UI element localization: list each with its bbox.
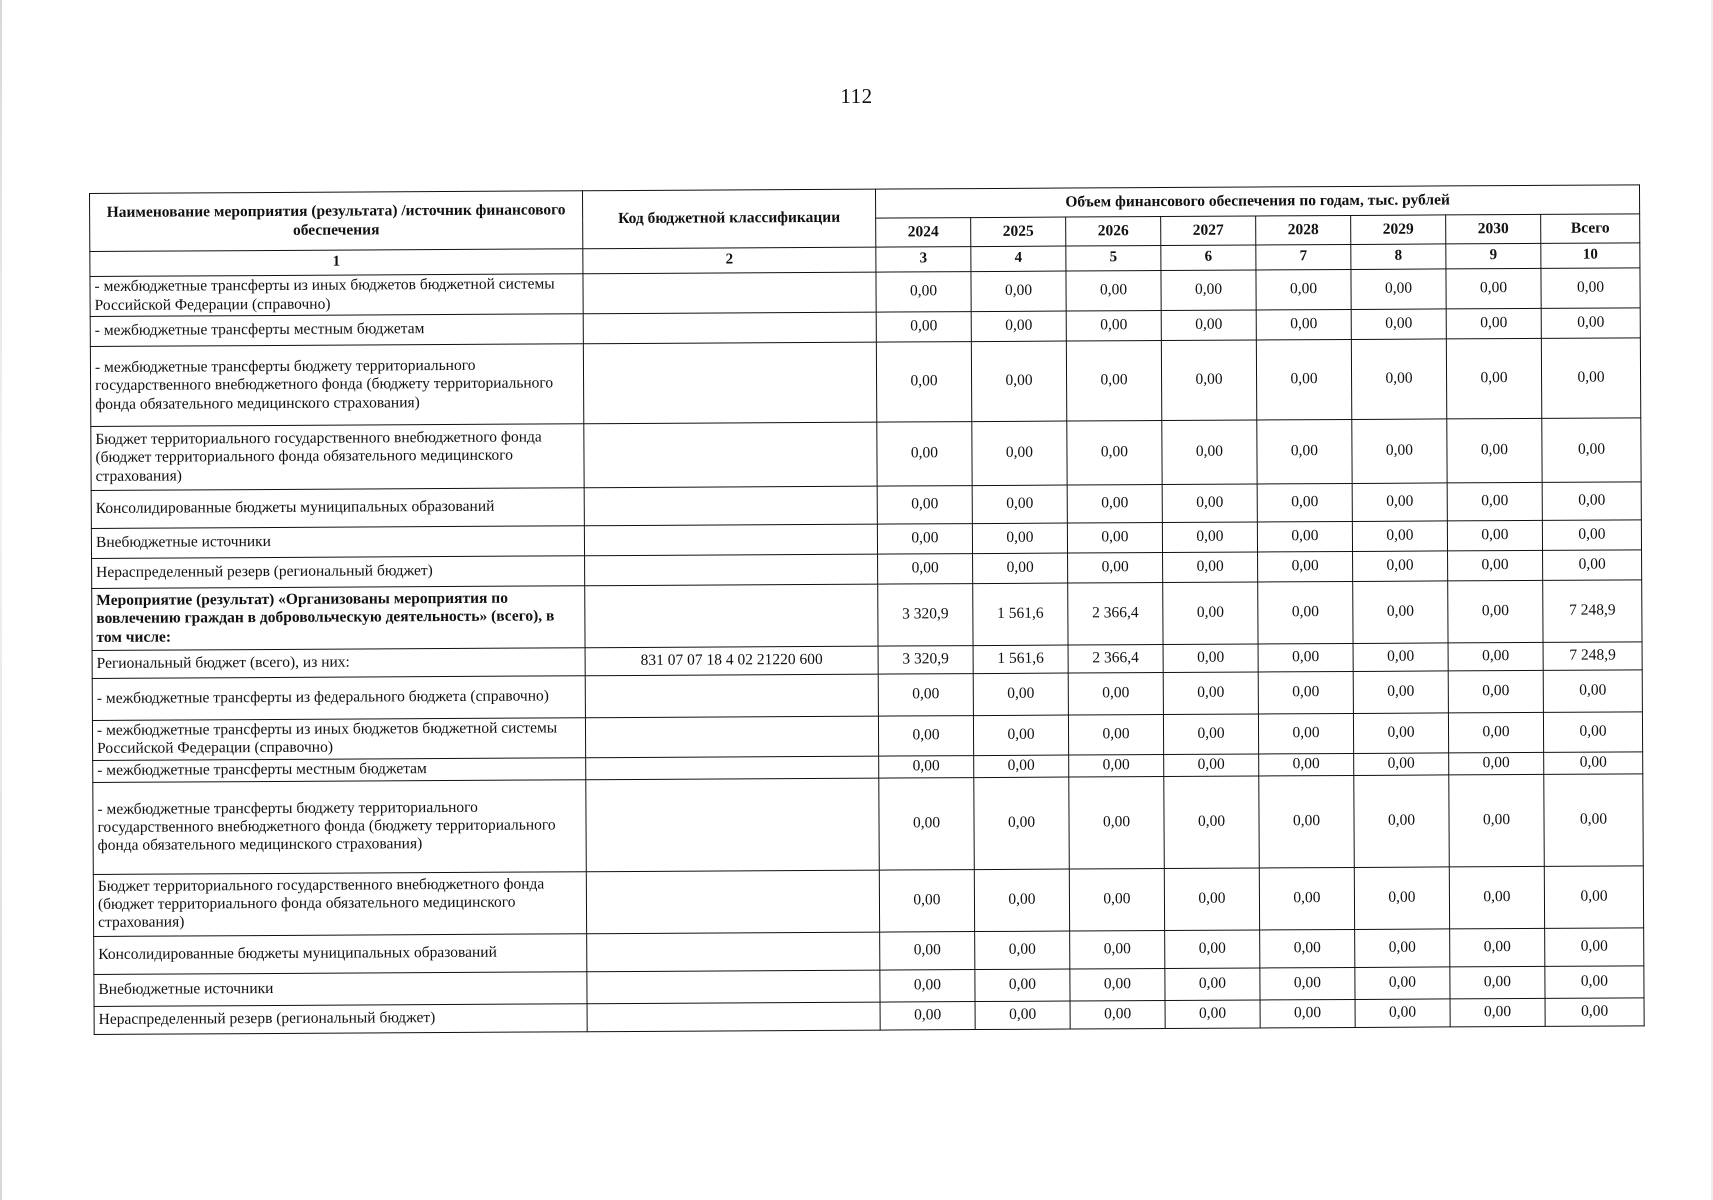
finance-table [89, 184, 1645, 1034]
row-name-cell: Мероприятие (результат) «Организованы мероприятия по вовлечению граждан в добровольческую деятельность» (всего), в том числе: [92, 586, 585, 651]
row-value-cell: 2 366,4 [1068, 645, 1163, 674]
row-total-cell: 0,00 [1543, 670, 1642, 713]
row-total-cell: 0,00 [1544, 751, 1643, 774]
row-value-cell: 0,00 [1448, 670, 1543, 713]
row-total-cell: 0,00 [1544, 865, 1643, 928]
row-value-cell: 0,00 [1355, 928, 1450, 967]
column-number: 1 [90, 249, 583, 277]
row-value-cell: 0,00 [1352, 521, 1447, 552]
row-value-cell: 0,00 [878, 716, 973, 756]
row-code-cell [584, 524, 877, 556]
row-value-cell: 0,00 [1258, 713, 1353, 753]
table-row [93, 773, 1644, 874]
row-value-cell: 0,00 [1161, 340, 1256, 421]
row-value-cell: 0,00 [1257, 419, 1352, 484]
row-name-cell: Бюджет территориального государственного внебюджетного фонда (бюджет территориального фонда обязательного медицинского страхования) [91, 424, 584, 491]
row-value-cell: 0,00 [1069, 868, 1164, 931]
row-value-cell: 0,00 [1161, 310, 1256, 341]
row-value-cell: 0,00 [1068, 673, 1163, 716]
row-total-cell: 7 248,9 [1543, 580, 1642, 643]
header-year: 2027 [1161, 216, 1256, 246]
header-year: 2030 [1446, 214, 1541, 244]
row-value-cell: 0,00 [971, 311, 1066, 342]
row-total-cell: 0,00 [1545, 997, 1644, 1026]
row-value-cell: 0,00 [1448, 642, 1543, 671]
column-number: 4 [971, 246, 1066, 272]
row-value-cell: 0,00 [1353, 671, 1448, 714]
row-value-cell: 0,00 [1068, 715, 1163, 755]
row-value-cell: 0,00 [1354, 866, 1449, 929]
row-value-cell: 0,00 [1257, 483, 1352, 522]
row-code-cell [585, 716, 878, 757]
header-code-column: Код бюджетной классификации [582, 189, 875, 249]
table-row [90, 338, 1641, 427]
row-value-cell: 0,00 [1353, 581, 1448, 644]
row-total-cell: 0,00 [1541, 338, 1641, 419]
row-value-cell: 0,00 [877, 422, 972, 487]
row-value-cell: 0,00 [975, 1001, 1070, 1030]
row-name-cell: Нераспределенный резерв (региональный бюджет) [94, 1003, 587, 1034]
row-total-cell: 0,00 [1545, 927, 1644, 966]
row-name-cell: - межбюджетные трансферты из иных бюджетов бюджетной системы Российской Федерации (справочно) [90, 274, 583, 317]
row-value-cell: 0,00 [1163, 552, 1258, 583]
row-value-cell: 0,00 [1352, 419, 1447, 484]
row-name-cell: - межбюджетные трансферты местным бюджетам [90, 314, 583, 347]
table-body [90, 268, 1644, 1034]
row-name-cell: - межбюджетные трансферты из федерального бюджета (справочно) [92, 676, 585, 721]
row-value-cell: 0,00 [973, 673, 1068, 716]
row-value-cell: 0,00 [1069, 754, 1164, 777]
row-code-cell [586, 756, 879, 780]
row-value-cell: 0,00 [1450, 928, 1545, 967]
row-value-cell: 0,00 [974, 755, 1069, 778]
header-year: 2025 [971, 217, 1066, 247]
row-value-cell: 0,00 [1449, 866, 1544, 929]
column-number: 10 [1541, 243, 1640, 269]
row-value-cell: 0,00 [1447, 520, 1542, 551]
row-total-cell: 0,00 [1543, 550, 1642, 581]
row-value-cell: 0,00 [1165, 1000, 1260, 1029]
row-total-cell: 0,00 [1542, 482, 1641, 521]
row-value-cell: 0,00 [1164, 776, 1260, 869]
row-code-cell [584, 422, 877, 488]
row-value-cell: 0,00 [1260, 967, 1355, 1000]
row-value-cell: 3 320,9 [878, 584, 973, 647]
row-value-cell: 0,00 [972, 421, 1067, 486]
column-number: 9 [1446, 243, 1541, 269]
scan-edge-left [0, 0, 2, 1200]
row-total-cell: 7 248,9 [1543, 642, 1642, 671]
row-total-cell: 0,00 [1542, 418, 1641, 483]
row-value-cell: 0,00 [1257, 521, 1352, 552]
row-value-cell: 0,00 [1447, 482, 1542, 521]
row-value-cell: 0,00 [1446, 338, 1541, 419]
row-value-cell: 0,00 [1066, 341, 1161, 422]
row-value-cell: 0,00 [1448, 580, 1543, 643]
row-value-cell: 0,00 [1163, 582, 1258, 645]
row-code-cell [584, 486, 877, 526]
row-value-cell: 0,00 [1353, 643, 1448, 672]
row-name-cell: Консолидированные бюджеты муниципальных образований [94, 933, 587, 974]
row-value-cell: 0,00 [1447, 418, 1542, 483]
row-value-cell: 0,00 [1165, 930, 1260, 969]
row-value-cell: 0,00 [1069, 776, 1165, 869]
row-value-cell: 0,00 [973, 715, 1068, 755]
row-value-cell: 0,00 [877, 486, 972, 525]
row-value-cell: 0,00 [880, 1001, 975, 1030]
row-name-cell: - межбюджетные трансферты из иных бюджетов бюджетной системы Российской Федерации (справочно) [92, 718, 585, 760]
row-value-cell: 0,00 [1164, 868, 1259, 931]
row-value-cell: 0,00 [975, 931, 1070, 970]
row-value-cell: 0,00 [1161, 270, 1256, 311]
row-value-cell: 0,00 [879, 869, 974, 932]
row-value-cell: 0,00 [971, 341, 1066, 422]
row-value-cell: 1 561,6 [973, 583, 1068, 646]
row-code-cell [585, 554, 878, 586]
row-value-cell: 0,00 [878, 554, 973, 585]
row-value-cell: 0,00 [973, 553, 1068, 584]
row-value-cell: 0,00 [1162, 522, 1257, 553]
row-name-cell: - межбюджетные трансферты бюджету территориального государственного внебюджетного фонда (бюджету территориального фонда обязательного медицинского страхования) [93, 779, 587, 874]
row-value-cell: 0,00 [1449, 774, 1545, 867]
table-row [91, 418, 1641, 491]
row-value-cell: 0,00 [1070, 1000, 1165, 1029]
row-value-cell: 0,00 [974, 777, 1070, 870]
row-value-cell: 0,00 [1354, 774, 1450, 867]
column-number: 8 [1351, 244, 1446, 270]
row-value-cell: 0,00 [1070, 930, 1165, 969]
row-value-cell: 0,00 [1450, 966, 1545, 999]
row-value-cell: 0,00 [877, 524, 972, 555]
row-value-cell: 0,00 [972, 485, 1067, 524]
column-number: 3 [876, 247, 971, 273]
row-value-cell: 0,00 [1351, 309, 1446, 340]
row-value-cell: 0,00 [1163, 644, 1258, 673]
row-value-cell: 0,00 [972, 523, 1067, 554]
row-code-cell [585, 584, 878, 648]
row-value-cell: 0,00 [1446, 308, 1541, 339]
row-value-cell: 0,00 [1354, 752, 1449, 775]
column-number: 5 [1066, 246, 1161, 272]
row-code-cell [586, 778, 880, 872]
row-total-cell: 0,00 [1541, 268, 1640, 309]
row-value-cell: 1 561,6 [973, 645, 1068, 674]
row-value-cell: 0,00 [1165, 968, 1260, 1001]
row-value-cell: 3 320,9 [878, 646, 973, 675]
row-value-cell: 0,00 [1446, 268, 1541, 309]
column-number: 2 [583, 247, 876, 274]
row-value-cell: 0,00 [1450, 998, 1545, 1027]
row-value-cell: 0,00 [1070, 968, 1165, 1001]
row-value-cell: 0,00 [1067, 485, 1162, 524]
header-year: 2028 [1256, 215, 1351, 245]
row-value-cell: 0,00 [876, 342, 971, 423]
row-value-cell: 0,00 [1258, 643, 1353, 672]
row-value-cell: 0,00 [876, 272, 971, 313]
row-total-cell: 0,00 [1543, 712, 1642, 752]
row-value-cell: 0,00 [1259, 867, 1354, 930]
row-code-cell [583, 312, 876, 344]
row-total-cell: 0,00 [1544, 773, 1644, 866]
row-value-cell: 0,00 [1258, 581, 1353, 644]
row-value-cell: 0,00 [1351, 269, 1446, 310]
row-value-cell: 0,00 [1256, 339, 1351, 420]
row-value-cell: 2 366,4 [1068, 583, 1163, 646]
row-value-cell: 0,00 [876, 312, 971, 343]
row-value-cell: 0,00 [1351, 339, 1446, 420]
finance-table-container [89, 184, 1644, 1034]
row-value-cell: 0,00 [1066, 271, 1161, 312]
row-name-cell: Консолидированные бюджеты муниципальных образований [91, 488, 584, 529]
row-value-cell: 0,00 [971, 271, 1066, 312]
row-name-cell: Региональный бюджет (всего), из них: [92, 648, 585, 679]
row-value-cell: 0,00 [1164, 754, 1259, 777]
row-value-cell: 0,00 [975, 969, 1070, 1002]
header-year: 2026 [1066, 217, 1161, 247]
row-value-cell: 0,00 [1066, 311, 1161, 342]
row-value-cell: 0,00 [1258, 671, 1353, 714]
row-value-cell: 0,00 [1163, 672, 1258, 715]
row-code-cell [585, 674, 878, 718]
row-value-cell: 0,00 [1162, 484, 1257, 523]
row-value-cell: 0,00 [1260, 999, 1355, 1028]
table-row [93, 865, 1643, 936]
header-total: Всего [1541, 214, 1640, 244]
row-value-cell: 0,00 [879, 777, 975, 870]
row-value-cell: 0,00 [1448, 550, 1543, 581]
row-value-cell: 0,00 [1355, 998, 1450, 1027]
row-total-cell: 0,00 [1542, 520, 1641, 551]
table-row [92, 580, 1642, 651]
row-total-cell: 0,00 [1541, 308, 1640, 339]
row-name-cell: Внебюджетные источники [91, 526, 584, 559]
row-value-cell: 0,00 [1448, 712, 1543, 752]
row-value-cell: 0,00 [1068, 553, 1163, 584]
row-value-cell: 0,00 [1260, 929, 1355, 968]
row-value-cell: 0,00 [1162, 420, 1257, 485]
row-code-cell [587, 970, 880, 1004]
header-name-column: Наименование мероприятия (результата) /источник финансового обеспечения [90, 191, 583, 252]
row-value-cell: 0,00 [1259, 753, 1354, 776]
header-funding-group: Объем финансового обеспечения по годам, тыс. рублей [875, 185, 1639, 218]
row-name-cell: - межбюджетные трансферты бюджету территориального государственного внебюджетного фонда (бюджету территориального фонда обязательного медицинского страхования) [90, 344, 583, 427]
row-code-cell [583, 342, 876, 424]
column-number: 6 [1161, 245, 1256, 271]
row-value-cell: 0,00 [878, 674, 973, 717]
row-value-cell: 0,00 [1449, 752, 1544, 775]
row-value-cell: 0,00 [1256, 309, 1351, 340]
page-number: 112 [840, 84, 873, 108]
row-value-cell: 0,00 [1067, 421, 1162, 486]
row-value-cell: 0,00 [1163, 714, 1258, 754]
row-value-cell: 0,00 [1355, 966, 1450, 999]
row-name-cell: Внебюджетные источники [94, 971, 587, 1006]
row-value-cell: 0,00 [1258, 551, 1353, 582]
row-value-cell: 0,00 [1259, 775, 1355, 868]
row-value-cell: 0,00 [880, 969, 975, 1002]
row-value-cell: 0,00 [879, 755, 974, 778]
row-value-cell: 0,00 [1353, 713, 1448, 753]
row-code-cell [583, 272, 876, 314]
row-value-cell: 0,00 [1256, 269, 1351, 310]
row-value-cell: 0,00 [1067, 523, 1162, 554]
row-name-cell: Бюджет территориального государственного внебюджетного фонда (бюджет территориального фонда обязательного медицинского страхования) [93, 871, 586, 936]
header-year: 2029 [1351, 215, 1446, 245]
header-year: 2024 [876, 218, 971, 248]
row-value-cell: 0,00 [1353, 551, 1448, 582]
row-name-cell: Нераспределенный резерв (региональный бюджет) [92, 556, 585, 589]
row-code-cell [587, 1002, 880, 1032]
row-code-cell [586, 870, 879, 934]
column-number: 7 [1256, 244, 1351, 270]
row-name-cell: - межбюджетные трансферты местным бюджетам [93, 757, 586, 782]
row-code-cell: 831 07 07 18 4 02 21220 600 [585, 646, 878, 676]
row-value-cell: 0,00 [880, 931, 975, 970]
row-total-cell: 0,00 [1545, 965, 1644, 998]
row-code-cell [587, 932, 880, 972]
row-value-cell: 0,00 [1352, 483, 1447, 522]
row-value-cell: 0,00 [974, 869, 1069, 932]
